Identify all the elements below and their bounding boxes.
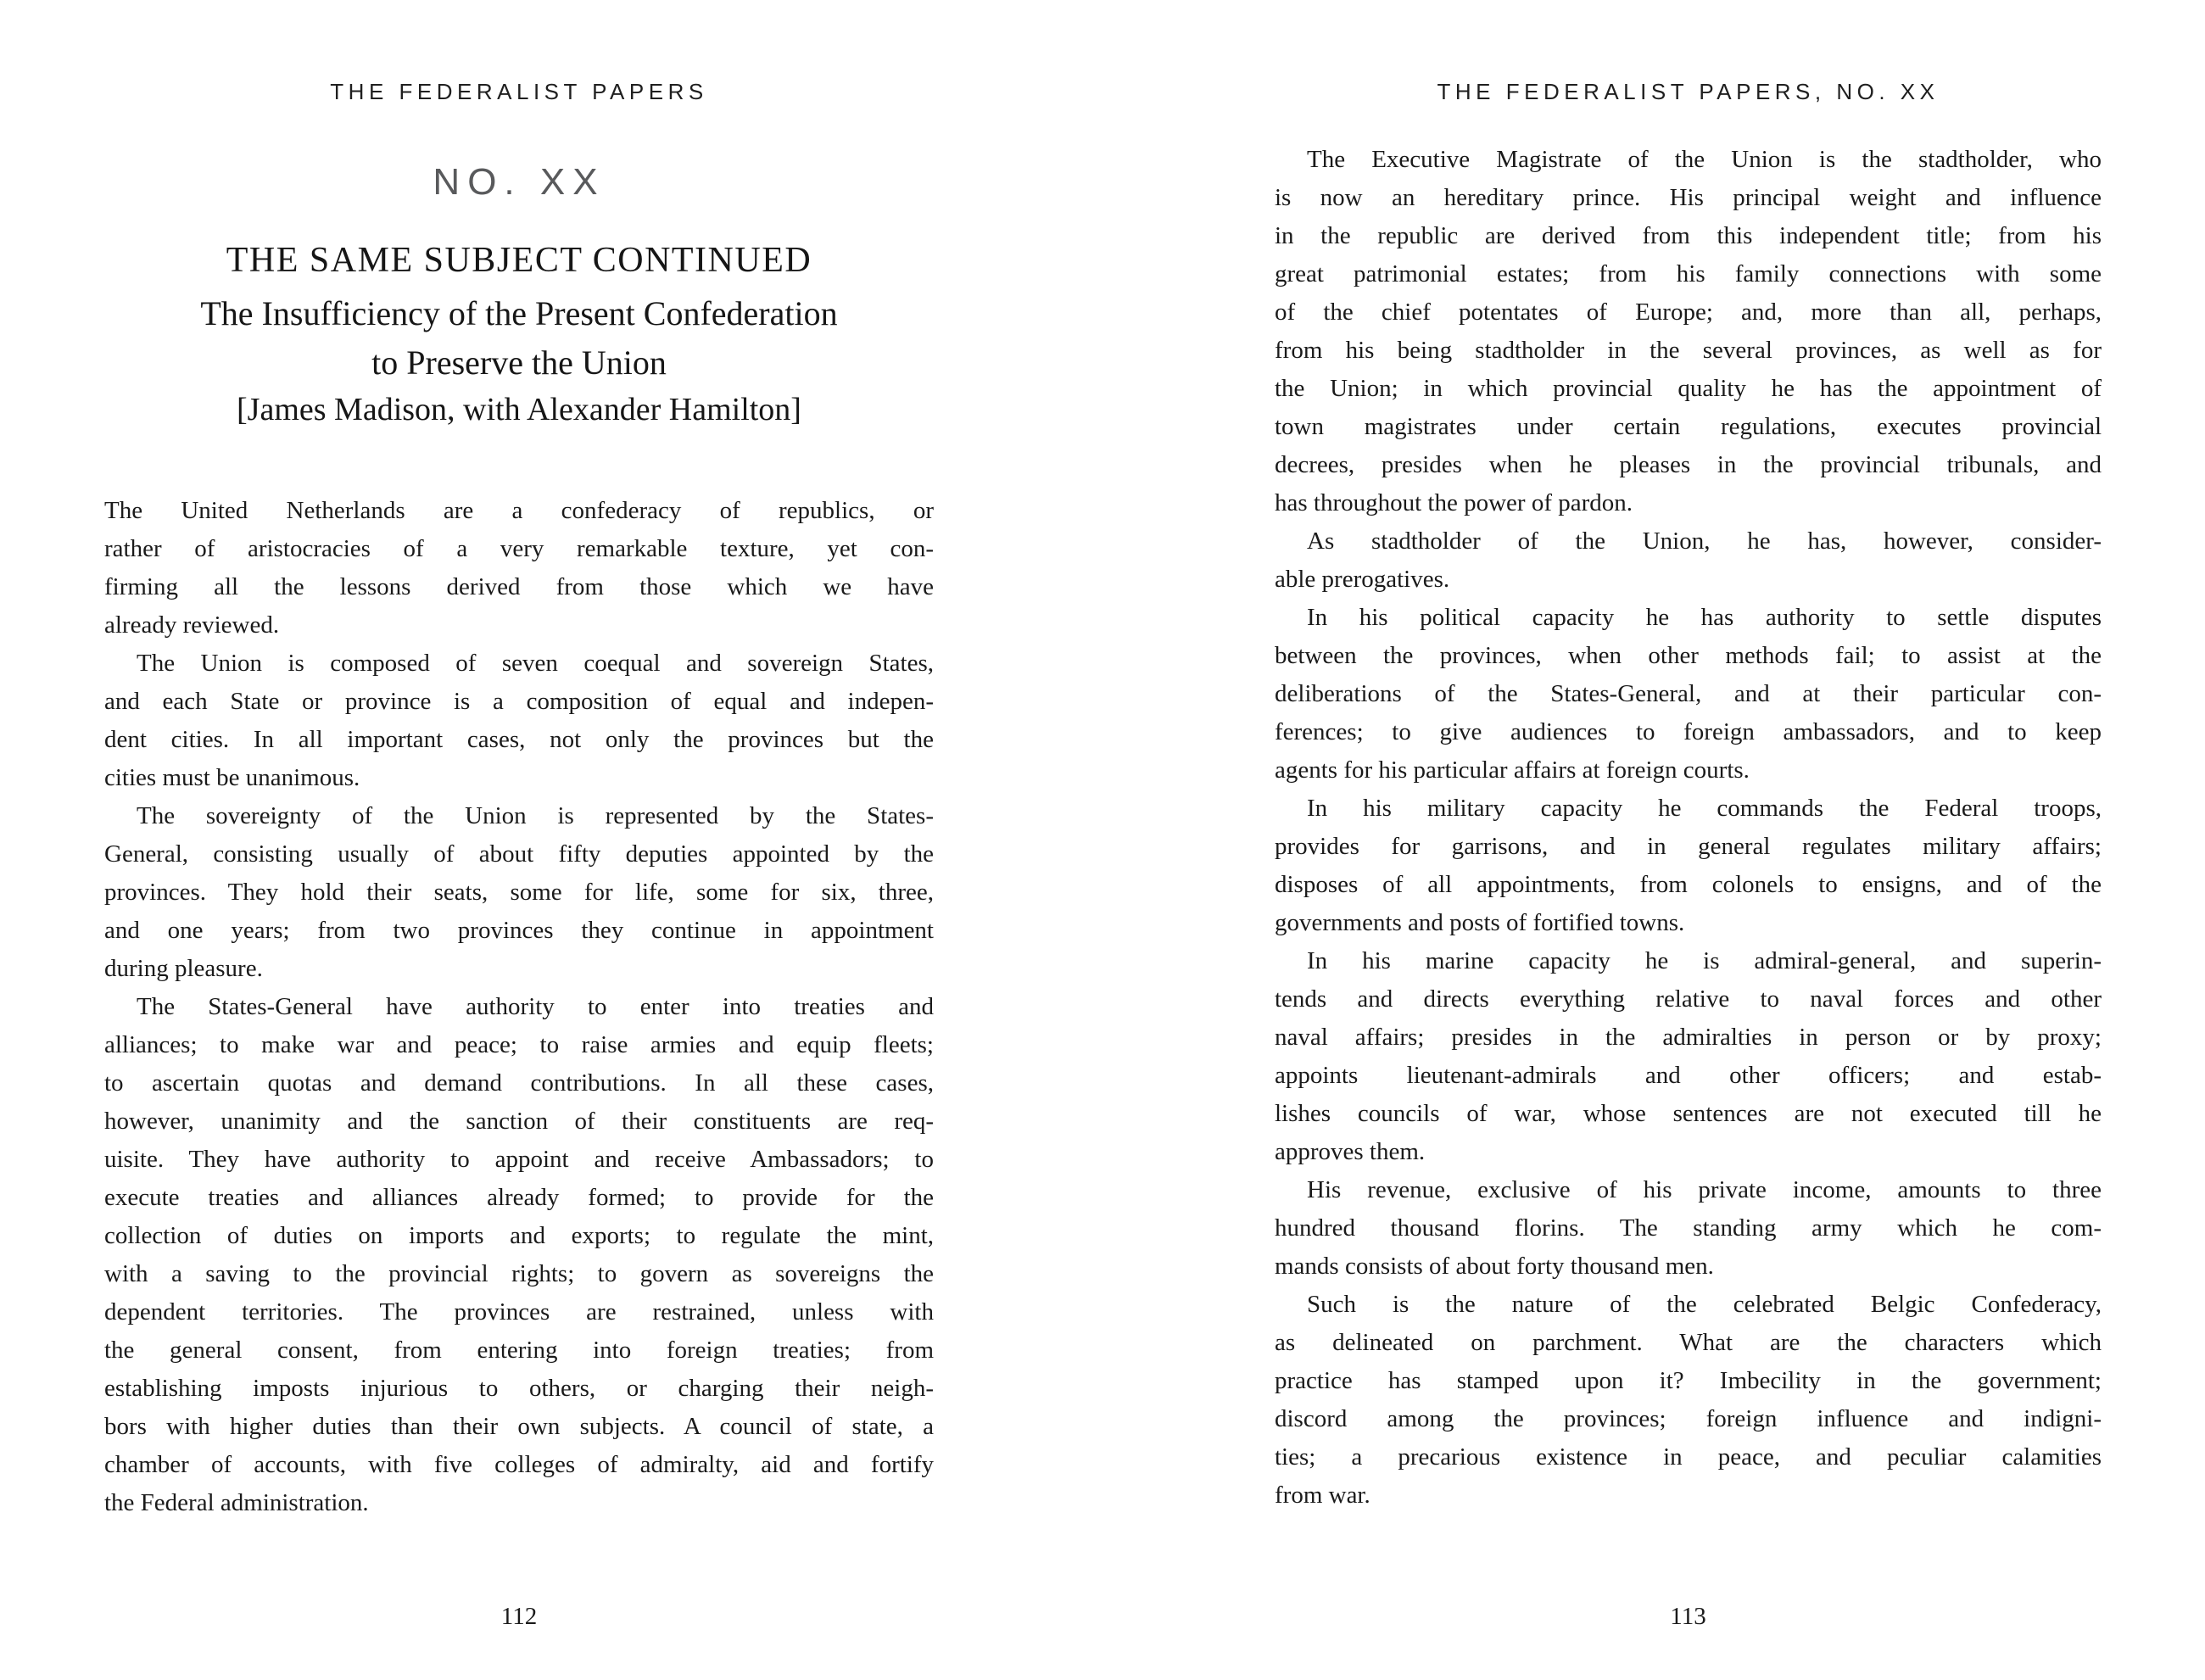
- text-line: between the provinces, when other methods fail; to assist at the: [1275, 642, 2102, 669]
- text-line: practice has stamped upon it? Imbecility in the government;: [1275, 1367, 2102, 1394]
- running-head-left: THE FEDERALIST PAPERS: [330, 79, 708, 104]
- text-line: The sovereignty of the Union is represented by the States-: [137, 802, 934, 829]
- paragraph: [104, 797, 934, 988]
- text-line: firming all the lessons derived from those which we have: [104, 573, 934, 600]
- byline: [James Madison, with Alexander Hamilton]: [237, 392, 801, 427]
- text-line: The Executive Magistrate of the Union is the stadtholder, who: [1307, 146, 2102, 173]
- text-line: agents for his particular affairs at foreign courts.: [1275, 756, 1750, 784]
- text-line: uisite. They have authority to appoint and receive Ambassadors; to: [104, 1146, 934, 1173]
- running-head-right: THE FEDERALIST PAPERS, NO. XX: [1437, 79, 1940, 104]
- page-number-left: 112: [500, 1603, 538, 1630]
- text-line: dent cities. In all important cases, not only the provinces but the: [104, 726, 934, 753]
- chapter-subtitle: [104, 289, 934, 388]
- paragraph: [104, 492, 934, 645]
- page-number-right: 113: [1670, 1603, 1706, 1630]
- text-line: rather of aristocracies of a very remarkable texture, yet con-: [104, 535, 934, 562]
- text-line: The States-General have authority to enter into treaties and: [137, 993, 934, 1020]
- paragraph: [1275, 1171, 2102, 1286]
- chapter-subtitle-line1: The Insufficiency of the Present Confederation: [200, 294, 838, 332]
- text-line: as delineated on parchment. What are the characters which: [1275, 1329, 2102, 1356]
- text-line: with a saving to the provincial rights; to govern as sovereigns the: [104, 1260, 934, 1287]
- text-line: cities must be unanimous.: [104, 764, 360, 791]
- text-line: tends and directs everything relative to naval forces and other: [1275, 985, 2102, 1013]
- text-line: the Union; in which provincial quality he has the appointment of: [1275, 375, 2102, 402]
- body-text-left: [104, 492, 934, 1522]
- text-line: General, consisting usually of about fifty deputies appointed by the: [104, 840, 934, 868]
- text-line: bors with higher duties than their own subjects. A council of state, a: [104, 1413, 934, 1440]
- text-line: As stadtholder of the Union, he has, however, consider-: [1307, 527, 2102, 555]
- body-text-right: [1275, 141, 2102, 1515]
- text-line: town magistrates under certain regulations, executes provincial: [1275, 413, 2102, 440]
- left-page: [0, 0, 1102, 1680]
- text-line: collection of duties on imports and exports; to regulate the mint,: [104, 1222, 934, 1249]
- text-line: appoints lieutenant-admirals and other officers; and estab-: [1275, 1062, 2102, 1089]
- paragraph: [104, 988, 934, 1522]
- text-line: alliances; to make war and peace; to raise armies and equip fleets;: [104, 1031, 934, 1058]
- text-line: chamber of accounts, with five colleges of admiralty, aid and fortify: [104, 1451, 934, 1478]
- text-line: to ascertain quotas and demand contributions. In all these cases,: [104, 1069, 934, 1097]
- text-line: able prerogatives.: [1275, 566, 1450, 593]
- text-line: The Union is composed of seven coequal and sovereign States,: [137, 650, 934, 677]
- text-line: and one years; from two provinces they continue in appointment: [104, 917, 934, 944]
- right-page: [1102, 0, 2205, 1680]
- text-line: In his marine capacity he is admiral-general, and superin-: [1307, 947, 2102, 974]
- text-line: already reviewed.: [104, 611, 280, 639]
- text-line: In his political capacity he has authority to settle disputes: [1307, 604, 2102, 631]
- paragraph: [1275, 790, 2102, 942]
- paragraph: [1275, 522, 2102, 599]
- text-line: the Federal administration.: [104, 1489, 369, 1516]
- text-line: provinces. They hold their seats, some for life, some for six, three,: [104, 879, 934, 906]
- text-line: naval affairs; presides in the admiralties in person or by proxy;: [1275, 1024, 2102, 1051]
- text-line: disposes of all appointments, from colonels to ensigns, and of the: [1275, 871, 2102, 898]
- text-line: and each State or province is a composition of equal and indepen-: [104, 688, 934, 715]
- paragraph: [1275, 942, 2102, 1171]
- paragraph: [1275, 599, 2102, 790]
- text-line: great patrimonial estates; from his family connections with some: [1275, 260, 2102, 287]
- text-line: dependent territories. The provinces are restrained, unless with: [104, 1298, 934, 1326]
- paragraph: [1275, 1286, 2102, 1515]
- paragraph: [104, 645, 934, 797]
- text-line: ties; a precarious existence in peace, and peculiar calamities: [1275, 1443, 2102, 1471]
- text-line: from war.: [1275, 1482, 1370, 1509]
- chapter-number: NO. XX: [433, 161, 606, 203]
- text-line: In his military capacity he commands the Federal troops,: [1307, 795, 2102, 822]
- text-line: establishing imposts injurious to others, or charging their neigh-: [104, 1375, 934, 1402]
- text-line: of the chief potentates of Europe; and, more than all, perhaps,: [1275, 299, 2102, 326]
- text-line: His revenue, exclusive of his private income, amounts to three: [1307, 1176, 2102, 1203]
- text-line: during pleasure.: [104, 955, 263, 982]
- text-line: mands consists of about forty thousand men.: [1275, 1253, 1714, 1280]
- text-line: is now an hereditary prince. His principal weight and influence: [1275, 184, 2102, 211]
- text-line: execute treaties and alliances already formed; to provide for the: [104, 1184, 934, 1211]
- text-line: the general consent, from entering into foreign treaties; from: [104, 1337, 934, 1364]
- text-line: discord among the provinces; foreign influence and indigni-: [1275, 1405, 2102, 1432]
- text-line: ferences; to give audiences to foreign ambassadors, and to keep: [1275, 718, 2102, 745]
- paragraph: [1275, 141, 2102, 522]
- text-line: provides for garrisons, and in general regulates military affairs;: [1275, 833, 2102, 860]
- text-line: The United Netherlands are a confederacy of republics, or: [104, 497, 934, 524]
- text-line: however, unanimity and the sanction of their constituents are req-: [104, 1108, 934, 1135]
- text-line: lishes councils of war, whose sentences are not executed till he: [1275, 1100, 2102, 1127]
- text-line: hundred thousand florins. The standing army which he com-: [1275, 1214, 2102, 1242]
- chapter-title: THE SAME SUBJECT CONTINUED: [226, 241, 812, 280]
- chapter-subtitle-line2: to Preserve the Union: [371, 343, 667, 382]
- text-line: approves them.: [1275, 1138, 1426, 1165]
- text-line: decrees, presides when he pleases in the provincial tribunals, and: [1275, 451, 2102, 478]
- text-line: governments and posts of fortified towns.: [1275, 909, 1685, 936]
- text-line: in the republic are derived from this independent title; from his: [1275, 222, 2102, 249]
- text-line: deliberations of the States-General, and at their particular con-: [1275, 680, 2102, 707]
- text-line: from his being stadtholder in the several provinces, as well as for: [1275, 337, 2102, 364]
- text-line: Such is the nature of the celebrated Belgic Confederacy,: [1307, 1291, 2102, 1318]
- text-line: has throughout the power of pardon.: [1275, 489, 1633, 516]
